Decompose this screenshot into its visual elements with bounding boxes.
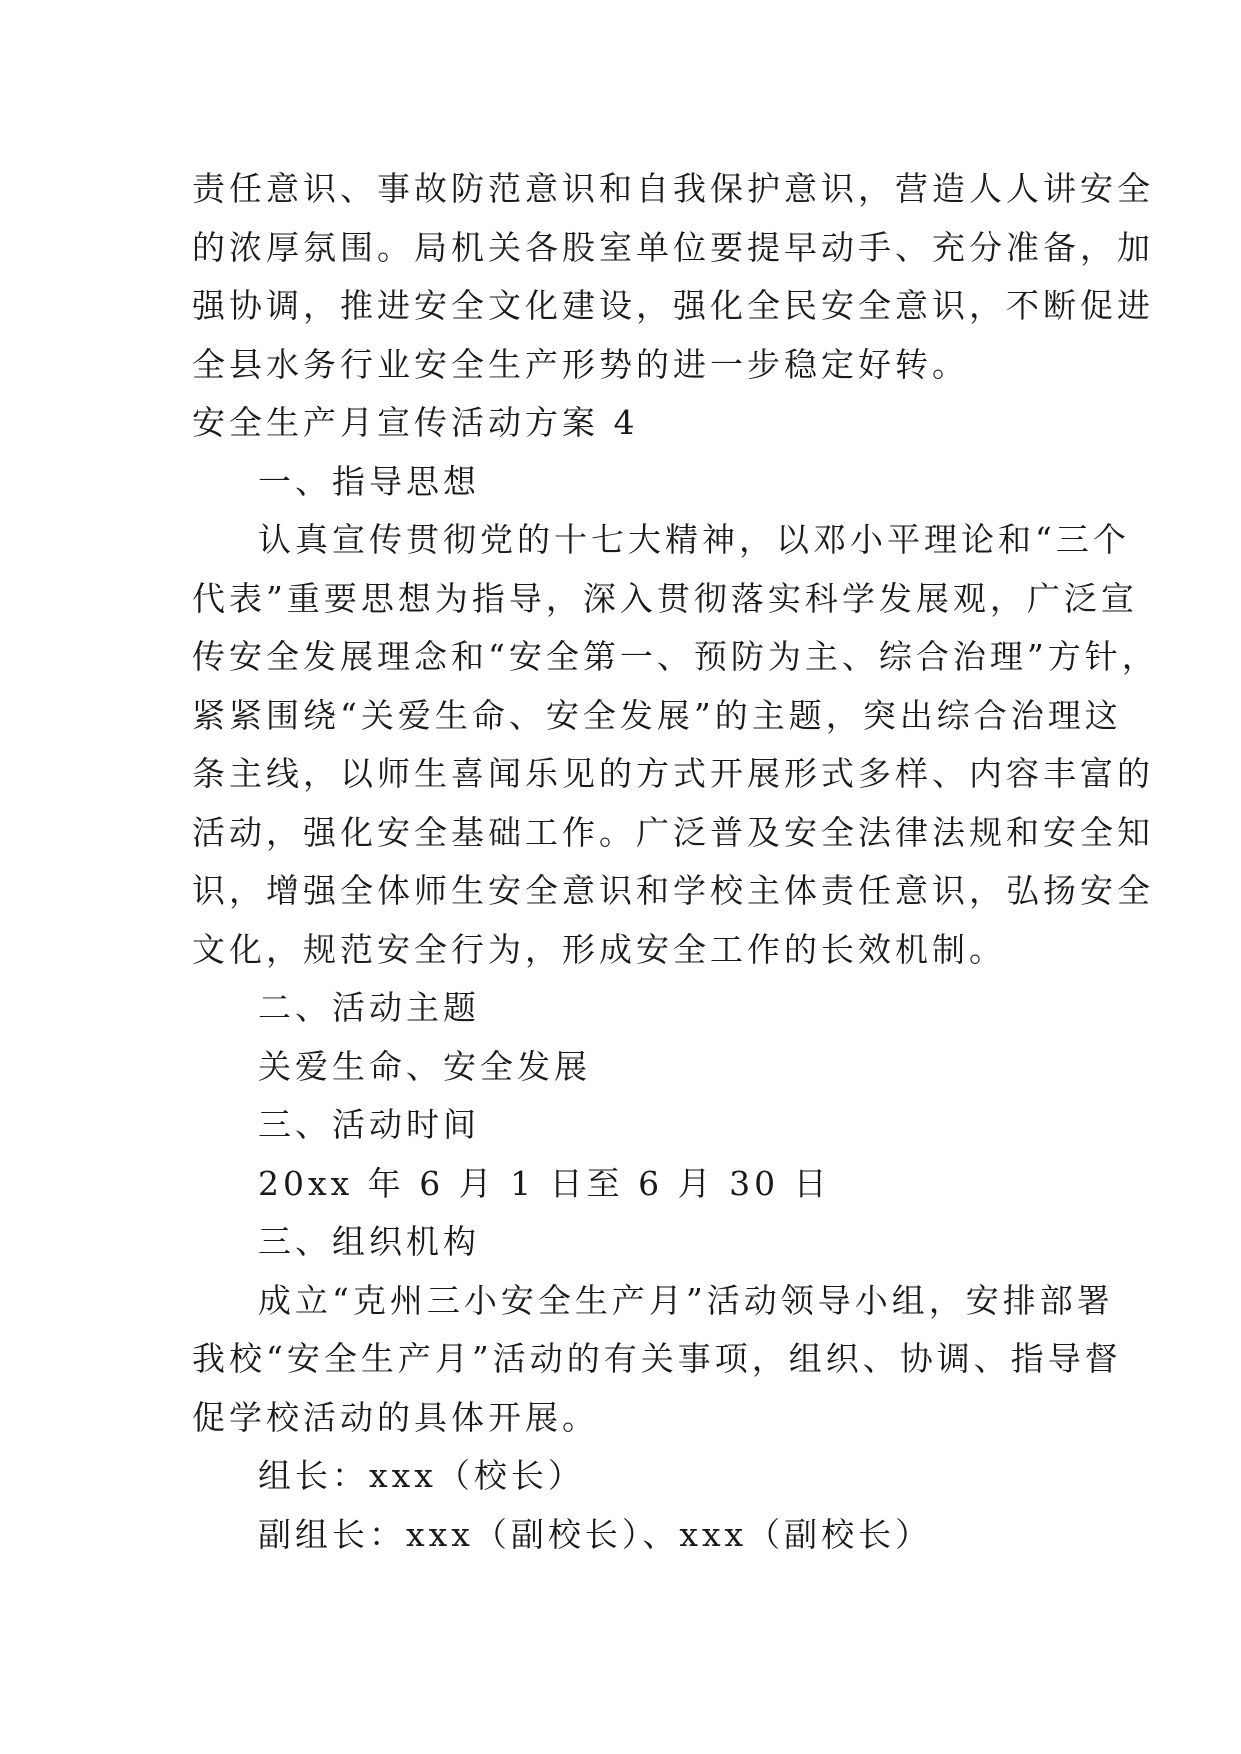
body-text-line: 成立“克州三小安全生产月”活动领导小组，安排部署	[258, 1280, 1114, 1320]
body-text-line: 紧紧围绕“关爱生命、安全发展”的主题，突出综合治理这	[192, 695, 1122, 735]
deputy-leader-line: 副组长：xxx（副校长）、xxx（副校长）	[258, 1514, 933, 1554]
leader-line: 组长：xxx（校长）	[258, 1456, 585, 1495]
body-text-line: 我校“安全生产月”活动的有关事项，组织、协调、指导督	[192, 1339, 1122, 1378]
section-title: 安全生产月宣传活动方案 4	[192, 403, 639, 442]
heading-activity-time: 三、活动时间	[258, 1105, 480, 1144]
body-text-line: 文化，规范安全行为，形成安全工作的长效机制。	[192, 929, 1006, 969]
document-body	[192, 160, 1159, 1564]
heading-activity-theme: 二、活动主题	[258, 988, 480, 1027]
body-text-line: 全县水务行业安全生产形势的进一步稳定好转。	[192, 344, 969, 384]
body-text-line: 认真宣传贯彻党的十七大精神，以邓小平理论和“三个	[258, 520, 1130, 559]
body-text-line: 强协调，推进安全文化建设，强化全民安全意识，不断促进	[192, 286, 1154, 325]
body-text-line: 促学校活动的具体开展。	[192, 1397, 599, 1437]
activity-time-text: 20xx 年 6 月 1 日至 6 月 30 日	[258, 1163, 831, 1203]
body-text-line: 的浓厚氛围。局机关各股室单位要提早动手、充分准备，加	[192, 227, 1154, 267]
activity-theme-text: 关爱生命、安全发展	[258, 1046, 591, 1086]
body-text-line: 识，增强全体师生安全意识和学校主体责任意识，弘扬安全	[192, 871, 1154, 910]
body-text-line: 传安全发展理念和“安全第一、预防为主、综合治理”方针，	[192, 637, 1159, 676]
heading-guiding-ideology: 一、指导思想	[258, 461, 480, 501]
heading-organization: 三、组织机构	[258, 1222, 480, 1261]
body-text-line: 代表”重要思想为指导，深入贯彻落实科学发展观，广泛宣	[192, 578, 1138, 618]
body-text-line: 条主线，以师生喜闻乐见的方式开展形式多样、内容丰富的	[192, 754, 1154, 793]
body-text-line: 责任意识、事故防范意识和自我保护意识，营造人人讲安全	[192, 169, 1154, 208]
body-text-line: 活动，强化安全基础工作。广泛普及安全法律法规和安全知	[192, 812, 1154, 852]
